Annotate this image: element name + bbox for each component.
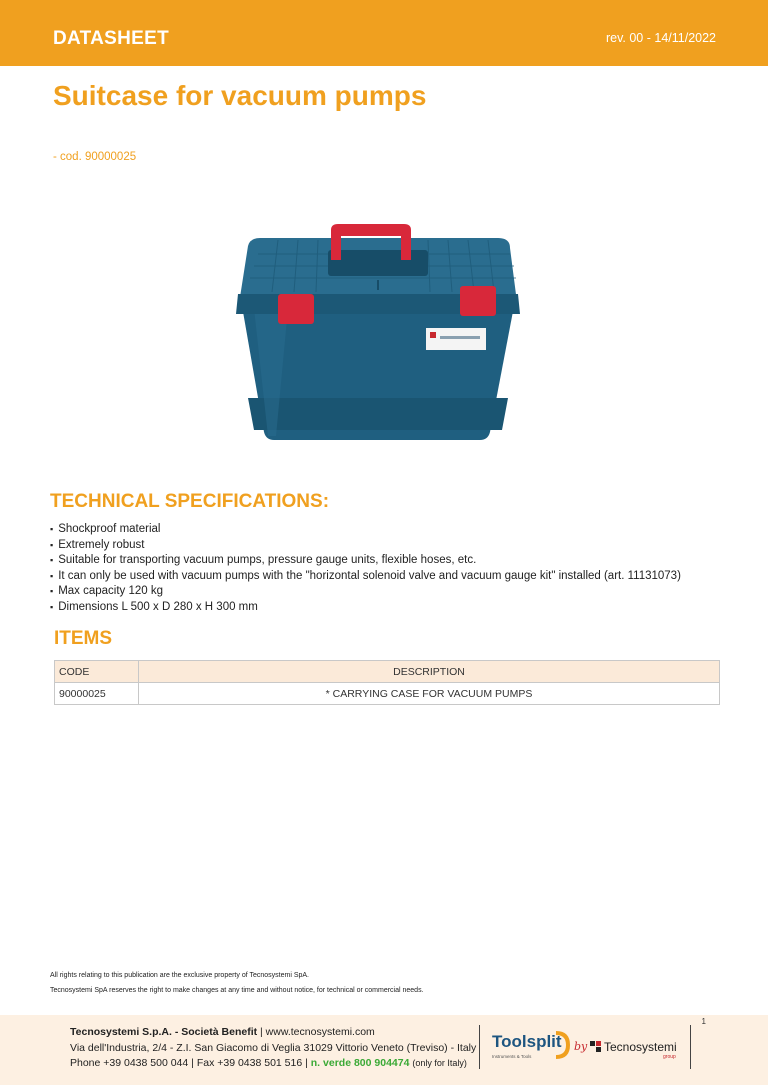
footer-contact-block: Tecnosystemi S.p.A. - Società Benefit | www.tecnosystemi.com Via dell'Industria, 2/4 - Z.I. San Giacomo di Veglia 31029 Vittorio Veneto (Treviso) - Italy Phone +39 0438 500 044 | Fax +39 0438 501 516 | n. verde 800 904474 (only for Italy): [70, 1026, 477, 1069]
document-type-title: DATASHEET: [53, 28, 169, 49]
product-title: Suitcase for vacuum pumps: [53, 80, 427, 111]
legal-notice-changes: Tecnosystemi SpA reserves the right to make changes at any time and without notice, for technical or commercial needs.: [50, 987, 424, 994]
items-table: [54, 660, 720, 705]
specifications-list: [50, 522, 681, 615]
spec-item: ▪ Suitable for transporting vacuum pumps, pressure gauge units, flexible hoses, etc.: [50, 553, 681, 569]
revision-date: rev. 00 - 14/11/2022: [605, 31, 716, 45]
footer-divider: [690, 1025, 691, 1069]
website-link[interactable]: www.tecnosystemi.com: [265, 1026, 375, 1038]
toolsplit-logo: [490, 1027, 570, 1065]
spec-item: ▪ It can only be used with vacuum pumps with the "horizontal solenoid valve and vacuum gauge kit" installed (art. 11131073): [50, 569, 681, 585]
company-address: Via dell'Industria, 2/4 - Z.I. San Giacomo di Veglia 31029 Vittorio Veneto (Treviso) - Italy: [70, 1041, 477, 1054]
toolsplit-logo-subtext: Instruments & Tools: [492, 1054, 532, 1059]
tecnosystemi-logo: [590, 1036, 682, 1062]
column-header-description: DESCRIPTION: [139, 661, 720, 683]
table-header-row: [55, 661, 720, 683]
product-code: - cod. 90000025: [53, 151, 137, 163]
spec-item: ▪ Dimensions L 500 x D 280 x H 300 mm: [50, 600, 681, 616]
column-header-code: CODE: [55, 661, 139, 683]
phone-number: Phone +39 0438 500 044: [70, 1057, 189, 1069]
footer-divider: [479, 1025, 480, 1069]
legal-notice-rights: All rights relating to this publication are the exclusive property of Tecnosystemi SpA.: [50, 972, 309, 979]
item-code-cell: 90000025: [55, 683, 139, 705]
tecnosystemi-logo-text: Tecnosystemi: [604, 1040, 677, 1054]
tecnosystemi-logo-subtext: group: [663, 1054, 676, 1060]
toll-free-note: (only for Italy): [412, 1058, 467, 1068]
product-image: [228, 218, 528, 446]
by-label: by: [574, 1040, 588, 1053]
table-row: [55, 683, 720, 705]
toolsplit-logo-text: Toolsplit: [492, 1032, 562, 1051]
item-description-cell: * CARRYING CASE FOR VACUUM PUMPS: [139, 683, 720, 705]
spec-item: ▪ Max capacity 120 kg: [50, 584, 681, 600]
technical-specifications-title: TECHNICAL SPECIFICATIONS:: [50, 491, 330, 512]
fax-number: Fax +39 0438 501 516: [196, 1057, 303, 1069]
company-name: Tecnosystemi S.p.A. - Società Benefit: [70, 1026, 258, 1038]
items-title: ITEMS: [54, 628, 113, 649]
spec-item: ▪ Extremely robust: [50, 538, 681, 554]
page-number: 1: [701, 1017, 706, 1026]
toll-free-number: n. verde 800 904474: [310, 1057, 410, 1069]
spec-item: ▪ Shockproof material: [50, 522, 681, 538]
